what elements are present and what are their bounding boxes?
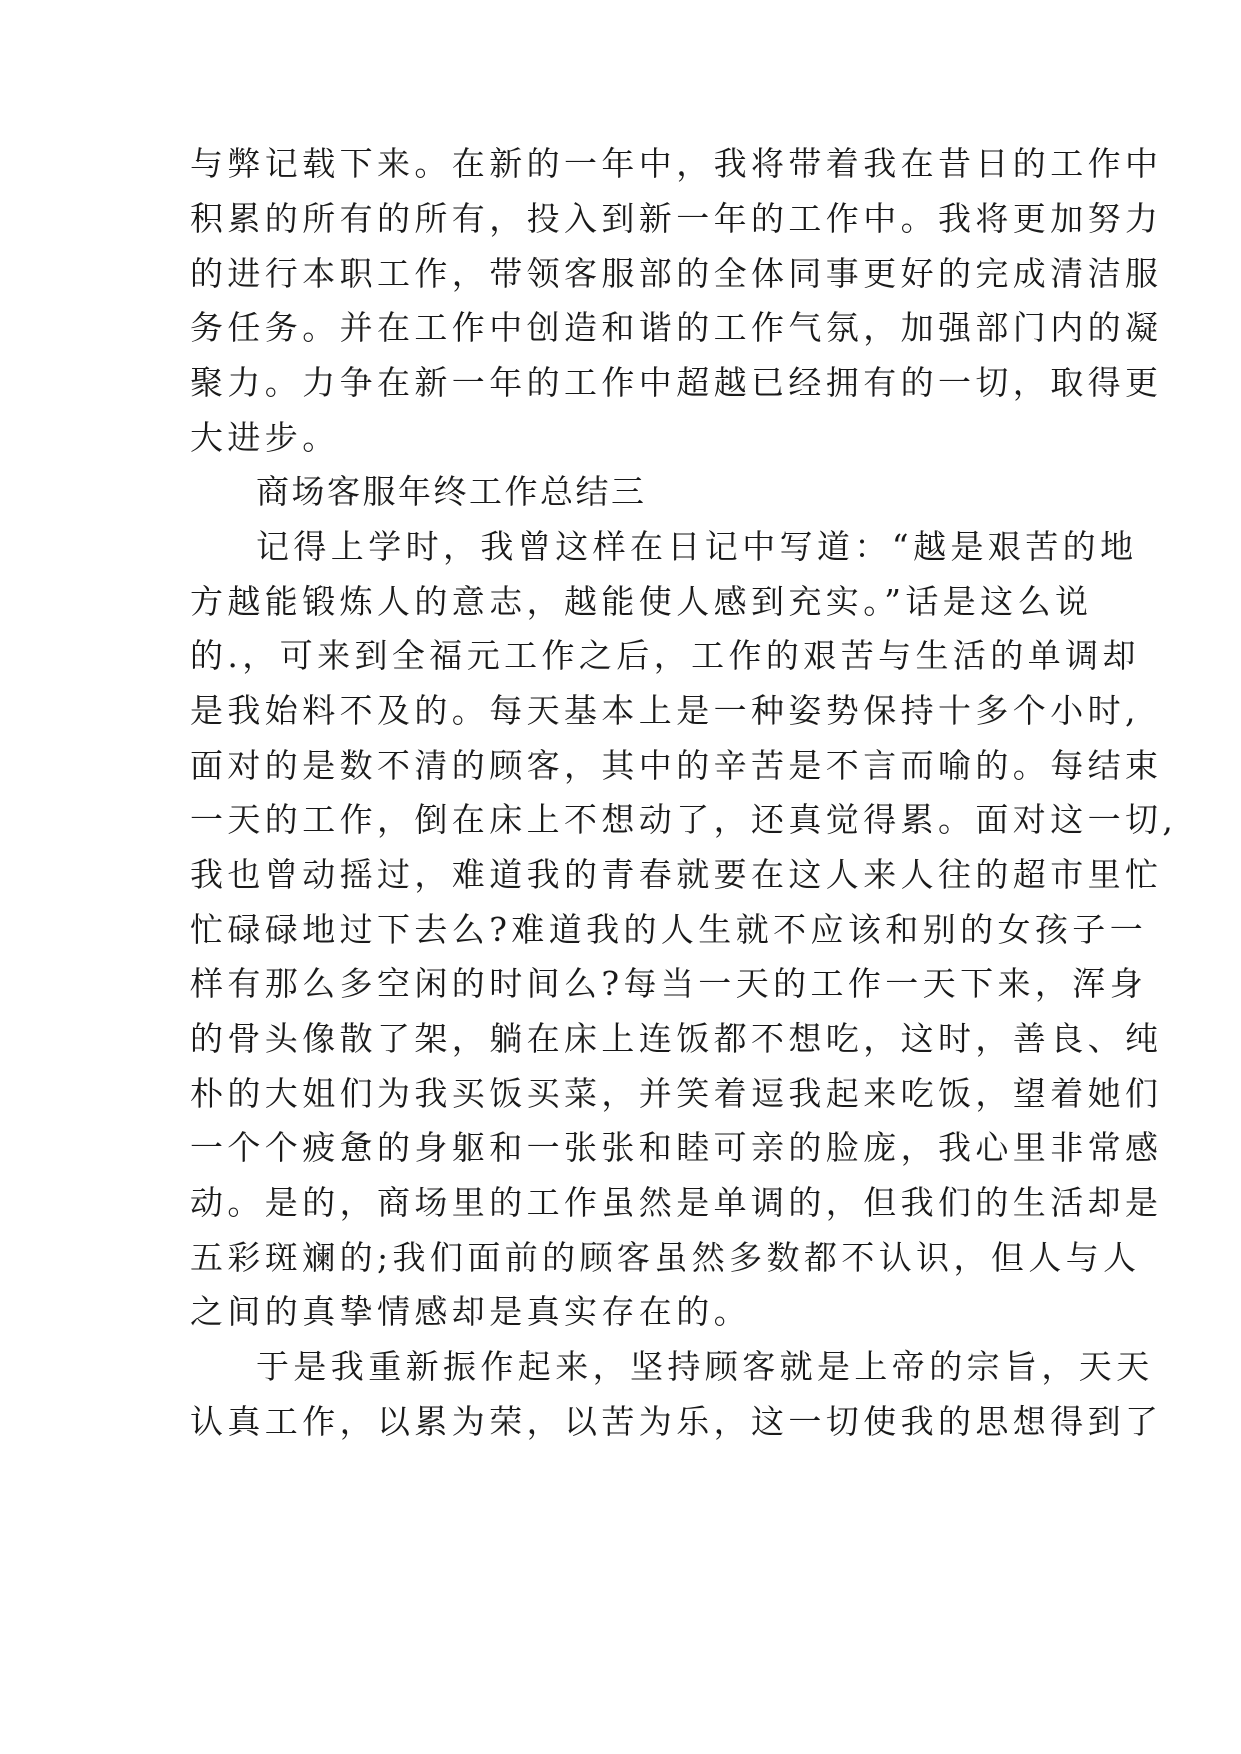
text-line: 之间的真挚情感却是真实存在的。 — [190, 1292, 751, 1331]
text-line: 一天的工作，倒在床上不想动了，还真觉得累。面对这一切, — [190, 800, 1178, 839]
text-line: 务任务。并在工作中创造和谐的工作气氛，加强部门内的凝 — [190, 308, 1163, 347]
text-line: 于是我重新振作起来，坚持顾客就是上帝的宗旨，天天 — [256, 1347, 1154, 1386]
text-line: 的.，可来到全福元工作之后，工作的艰苦与生活的单调却 — [190, 636, 1140, 675]
text-line: 认真工作，以累为荣，以苦为乐，这一切使我的思想得到了 — [190, 1402, 1163, 1441]
text-line: 我也曾动摇过，难道我的青春就要在这人来人往的超市里忙 — [190, 855, 1163, 894]
text-line: 记得上学时，我曾这样在日记中写道：“越是艰苦的地 — [256, 527, 1138, 566]
text-line: 方越能锻炼人的意志，越能使人感到充实。”话是这么说 — [190, 582, 1093, 621]
text-line: 的进行本职工作，带领客服部的全体同事更好的完成清洁服 — [190, 254, 1163, 293]
text-line: 忙碌碌地过下去么?难道我的人生就不应该和别的女孩子一 — [190, 910, 1148, 949]
text-line: 聚力。力争在新一年的工作中超越已经拥有的一切，取得更 — [190, 363, 1163, 402]
text-line: 的骨头像散了架，躺在床上连饭都不想吃，这时，善良、纯 — [190, 1019, 1163, 1058]
text-line: 面对的是数不清的顾客，其中的辛苦是不言而喻的。每结束 — [190, 746, 1163, 785]
text-line: 五彩斑斓的;我们面前的顾客虽然多数都不认识，但人与人 — [190, 1238, 1141, 1277]
text-line: 大进步。 — [190, 418, 340, 457]
text-line: 与弊记载下来。在新的一年中，我将带着我在昔日的工作中 — [190, 144, 1163, 183]
text-line: 一个个疲惫的身躯和一张张和睦可亲的脸庞，我心里非常感 — [190, 1128, 1163, 1167]
section-heading: 商场客服年终工作总结三 — [256, 472, 647, 511]
text-line: 样有那么多空闲的时间么?每当一天的工作一天下来，浑身 — [190, 964, 1148, 1003]
text-line: 是我始料不及的。每天基本上是一种姿势保持十多个小时, — [190, 691, 1140, 730]
text-line: 积累的所有的所有，投入到新一年的工作中。我将更加努力 — [190, 199, 1163, 238]
text-line: 朴的大姐们为我买饭买菜，并笑着逗我起来吃饭，望着她们 — [190, 1074, 1163, 1113]
text-line: 动。是的，商场里的工作虽然是单调的，但我们的生活却是 — [190, 1183, 1163, 1222]
